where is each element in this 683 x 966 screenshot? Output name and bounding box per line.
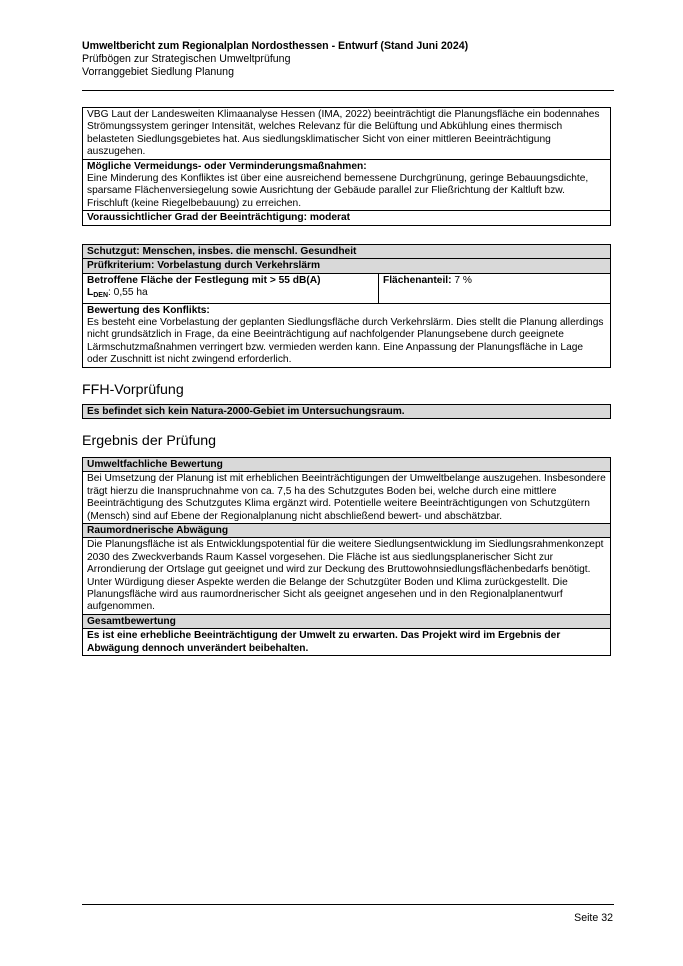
anteil-value: 7 % [451, 274, 472, 286]
measures-label: Mögliche Vermeidungs- oder Verminderungsmaßnahmen: [87, 160, 367, 172]
lden-line [87, 287, 374, 302]
footer-rule [82, 904, 614, 905]
raumordnerische-abwaegung-text: Die Planungsfläche ist als Entwicklungspotential für die weitere Siedlungsentwicklung im Siedlungsrahmenkonzept 2030 des Zweckverbands Raum Kassel vorgesehen. Die Fläche ist aus siedlungsplanerischer Sicht zur Arrondierung der Ortslage gut geeignet und wird zur Deckung des Bruttowohnsiedlungsflächenbedarfs benötigt. Unter Würdigung dieser Aspekte werden die Belange der Schutzgüter Boden und Klima zurückgestellt. Die Planungsfläche wird aus raumordnerischer Sicht als geeignet angesehen und in den Regionalplanentwurf aufgenommen. [83, 538, 611, 614]
ffh-text: Es befindet sich kein Natura-2000-Gebiet im Untersuchungsraum. [83, 405, 611, 419]
ffh-heading: FFH-Vorprüfung [82, 382, 184, 398]
flaechenanteil-cell [379, 273, 611, 303]
gesamtbewertung-text: Es ist eine erhebliche Beeinträchtigung der Umwelt zu erwarten. Das Projekt wird im Ergebnis der Abwägung dennoch unverändert beibehalten. [83, 629, 611, 656]
document-header [82, 40, 614, 79]
klima-measures [83, 159, 611, 211]
bewertung-label: Bewertung des Konflikts: [87, 304, 210, 316]
page-number: Seite 32 [574, 912, 613, 924]
measures-text: Eine Minderung des Konfliktes ist über eine ausreichend bemessene Durchgrünung, geringe Bebauungsdichte, sparsame Flächenversiegelung sowie Ausrichtung der Gebäude parallel zur Fließrichtung der Kaltluft bzw. Frischluft (keine Riegelbebauung) zu erreichen. [87, 173, 589, 209]
anteil-label: Flächenanteil: [383, 274, 452, 286]
bewertung-text: Es besteht eine Vorbelastung der geplanten Siedlungsfläche durch Verkehrslärm. Dies stellt die Planung allerdings nicht grundsätzlich in Frage, da eine Beeinträchtigung auf nachfolgender Planungsebene durch geeignete Lärmschutzmaßnahmen verringert bzw. vermieden werden kann. Eine Anpassung der Planungsfläche in Lage oder Zuschnitt ist nicht zwingend erforderlich. [87, 317, 604, 366]
header-rule [82, 90, 614, 91]
ergebnis-heading: Ergebnis der Prüfung [82, 433, 217, 449]
schutzgut-header: Schutzgut: Menschen, insbes. die menschl. Gesundheit [83, 245, 611, 259]
mensch-table [82, 244, 611, 368]
document-subtitle: Prüfbögen zur Strategischen Umweltprüfung [82, 53, 291, 65]
bewertung-cell [83, 303, 611, 367]
klima-intro: VBG Laut der Landesweiten Klimaanalyse Hessen (IMA, 2022) beeinträchtigt die Planungsfläche ein bodennahes Strömungssystem geringer Intensität, welches Relevanz für die Belüftung und Abkühlung eines thermisch belasteten Siedlungsgebietes hat. Aus siedlungsklimatischer Sicht von einer mittleren Beeinträchtigung auszugehen. [83, 108, 611, 160]
betroffene-flaeche-cell [83, 273, 379, 303]
lden-subscript: DEN [93, 292, 109, 300]
raumordnerische-abwaegung-header: Raumordnerische Abwägung [83, 524, 611, 538]
klima-table [82, 107, 611, 226]
umweltfachliche-bewertung-header: Umweltfachliche Bewertung [83, 458, 611, 472]
ergebnis-table [82, 457, 611, 656]
pruefkriterium-header: Prüfkriterium: Vorbelastung durch Verkehrslärm [83, 259, 611, 273]
lden-symbol: L [87, 287, 94, 299]
document-section: Vorranggebiet Siedlung Planung [82, 66, 234, 78]
lden-value: : 0,55 ha [108, 287, 148, 299]
umweltfachliche-bewertung-text: Bei Umsetzung der Planung ist mit erheblichen Beeinträchtigungen der Umweltbelange auszugehen. Insbesondere trägt hierzu die Inanspruchnahme von ca. 7,5 ha des Schutzgutes Boden bei, welche durch eine mittlere Beeinträchtigung des Schutzgutes Klima ergänzt wird. Potentielle weitere Beeinträchtigungen von Schutzgütern (Mensch) sind auf Ebene der Regionalplanung nicht abschließend bewert- und abschätzbar. [83, 472, 611, 524]
flaeche-label: Betroffene Fläche der Festlegung mit > 55 dB(A) [87, 274, 321, 286]
document-title: Umweltbericht zum Regionalplan Nordosthessen - Entwurf (Stand Juni 2024) [82, 40, 469, 52]
klima-degree: Voraussichtlicher Grad der Beeinträchtigung: moderat [83, 211, 611, 225]
ffh-table [82, 404, 611, 419]
gesamtbewertung-header: Gesamtbewertung [83, 614, 611, 628]
